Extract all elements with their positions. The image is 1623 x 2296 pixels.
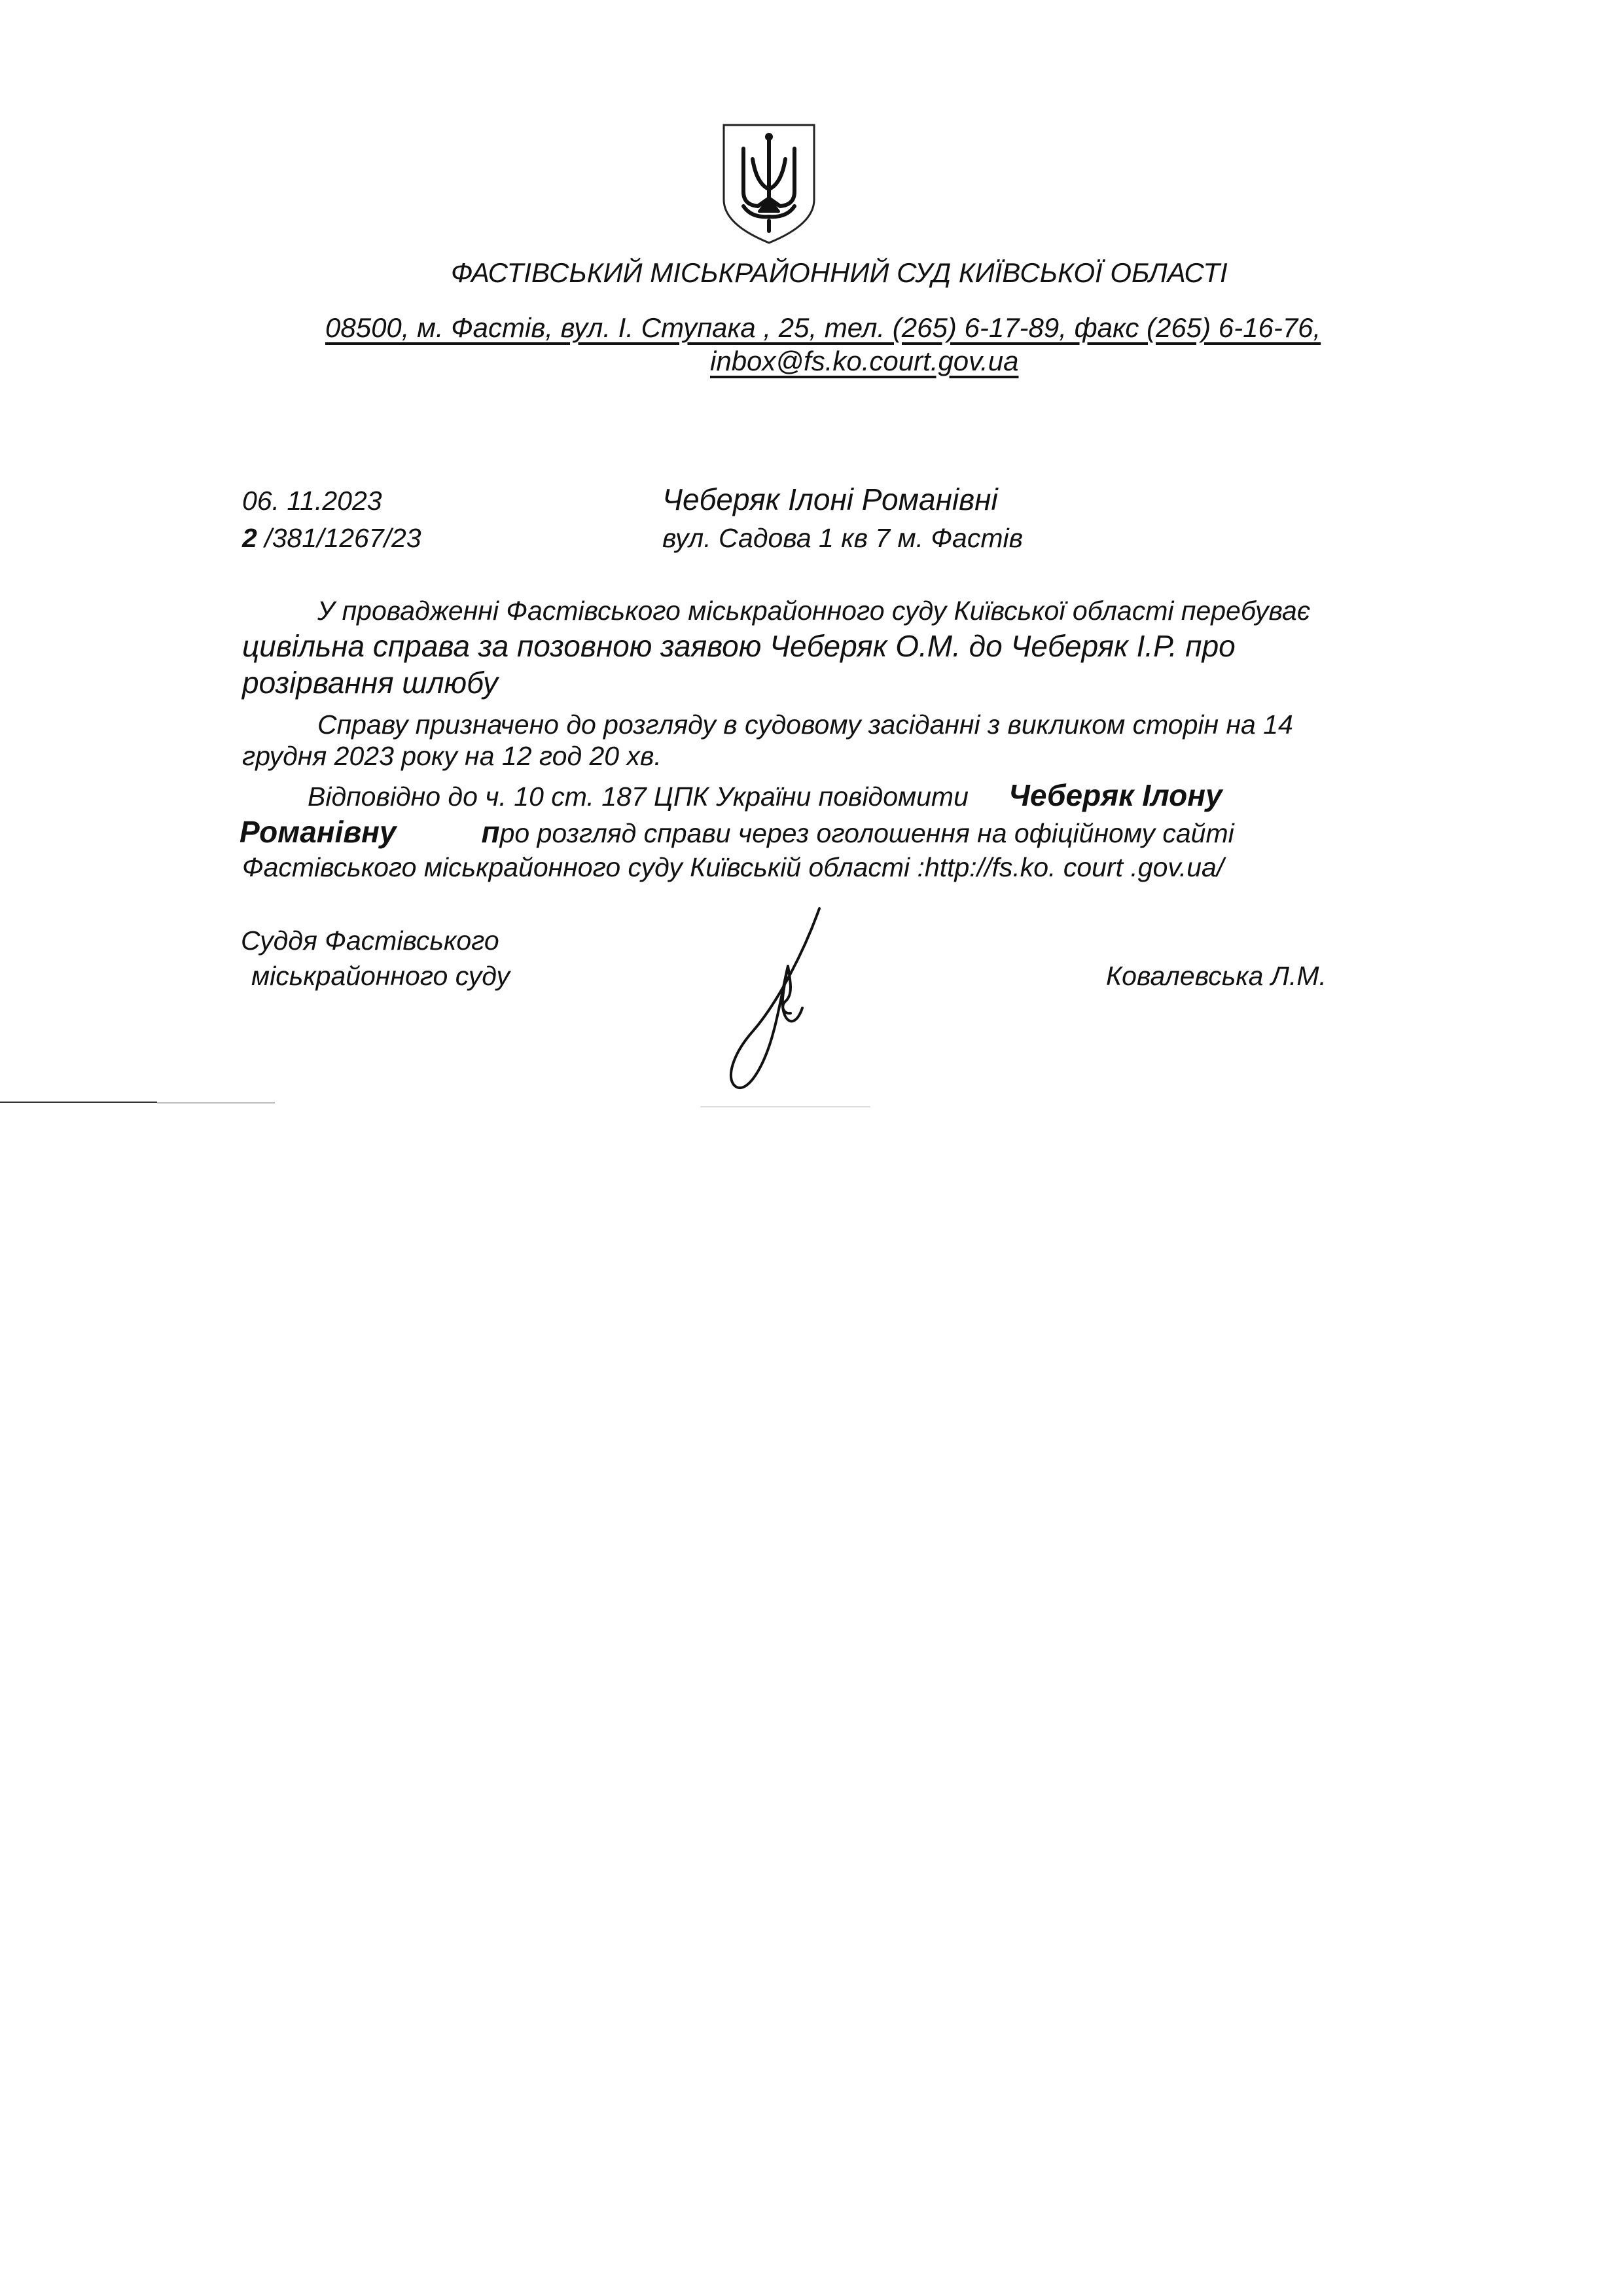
- court-address: 08500, м. Фастів, вул. І. Ступака , 25, тел. (265) 6-17-89, факс (265) 6-16-76,: [325, 312, 1321, 343]
- scan-line-left-faint: [157, 1102, 275, 1103]
- paragraph-1-line-3: розірвання шлюбу: [242, 666, 498, 700]
- paragraph-3-line-1: [308, 779, 1222, 813]
- scan-line-middle: [700, 1106, 870, 1107]
- court-email: inbox@fs.ko.court.gov.ua: [710, 346, 1019, 376]
- scan-line-left: [0, 1102, 157, 1103]
- paragraph-2-line-2: грудня 2023 року на 12 год 20 хв.: [242, 741, 662, 771]
- court-name: ФАСТІВСЬКИЙ МІСЬКРАЙОННИЙ СУД КИЇВСЬКОЇ ОБЛАСТІ: [451, 257, 1228, 288]
- notice-text-2: ро розгляд справи через оголошення на офіційному сайті: [499, 818, 1234, 848]
- coat-of-arms-icon: [720, 121, 818, 245]
- judge-name: Ковалевська Л.М.: [1106, 961, 1327, 991]
- paragraph-1-line-2: цивільна справа за позовною заявою Чеберяк О.М. до Чеберяк І.Р. про: [242, 629, 1236, 663]
- notice-text: Відповідно до ч. 10 ст. 187 ЦПК України повідомити: [308, 781, 969, 812]
- paragraph-1-line-1: У провадженні Фастівського міськрайонного суду Київської області перебуває: [317, 596, 1311, 626]
- paragraph-2-line-1: Справу призначено до розгляду в судовому засіданні з викликом сторін на 14: [317, 709, 1293, 740]
- case-number: [242, 522, 421, 554]
- bold-letter-p: п: [481, 815, 500, 849]
- letter-date: 06. 11.2023: [242, 486, 382, 516]
- paragraph-3-line-3: Фастівського міськрайонного суду Київській області :http://fs.ko. court .gov.ua/: [242, 852, 1224, 882]
- case-number-prefix: 2: [242, 523, 257, 553]
- paragraph-3-line-2: [240, 816, 1234, 850]
- case-number-rest: /381/1267/23: [257, 523, 421, 553]
- defendant-name-part-1: Чеберяк Ілону: [1008, 778, 1222, 812]
- defendant-name-part-2: Романівну: [240, 815, 397, 849]
- recipient-address: вул. Садова 1 кв 7 м. Фастів: [662, 523, 1023, 553]
- handwritten-signature: [707, 903, 831, 1093]
- judge-title-line-2: міськрайонного суду: [251, 961, 510, 991]
- recipient-name: Чеберяк Ілоні Романівні: [662, 482, 998, 516]
- judge-title-line-1: Суддя Фастівського: [241, 925, 499, 956]
